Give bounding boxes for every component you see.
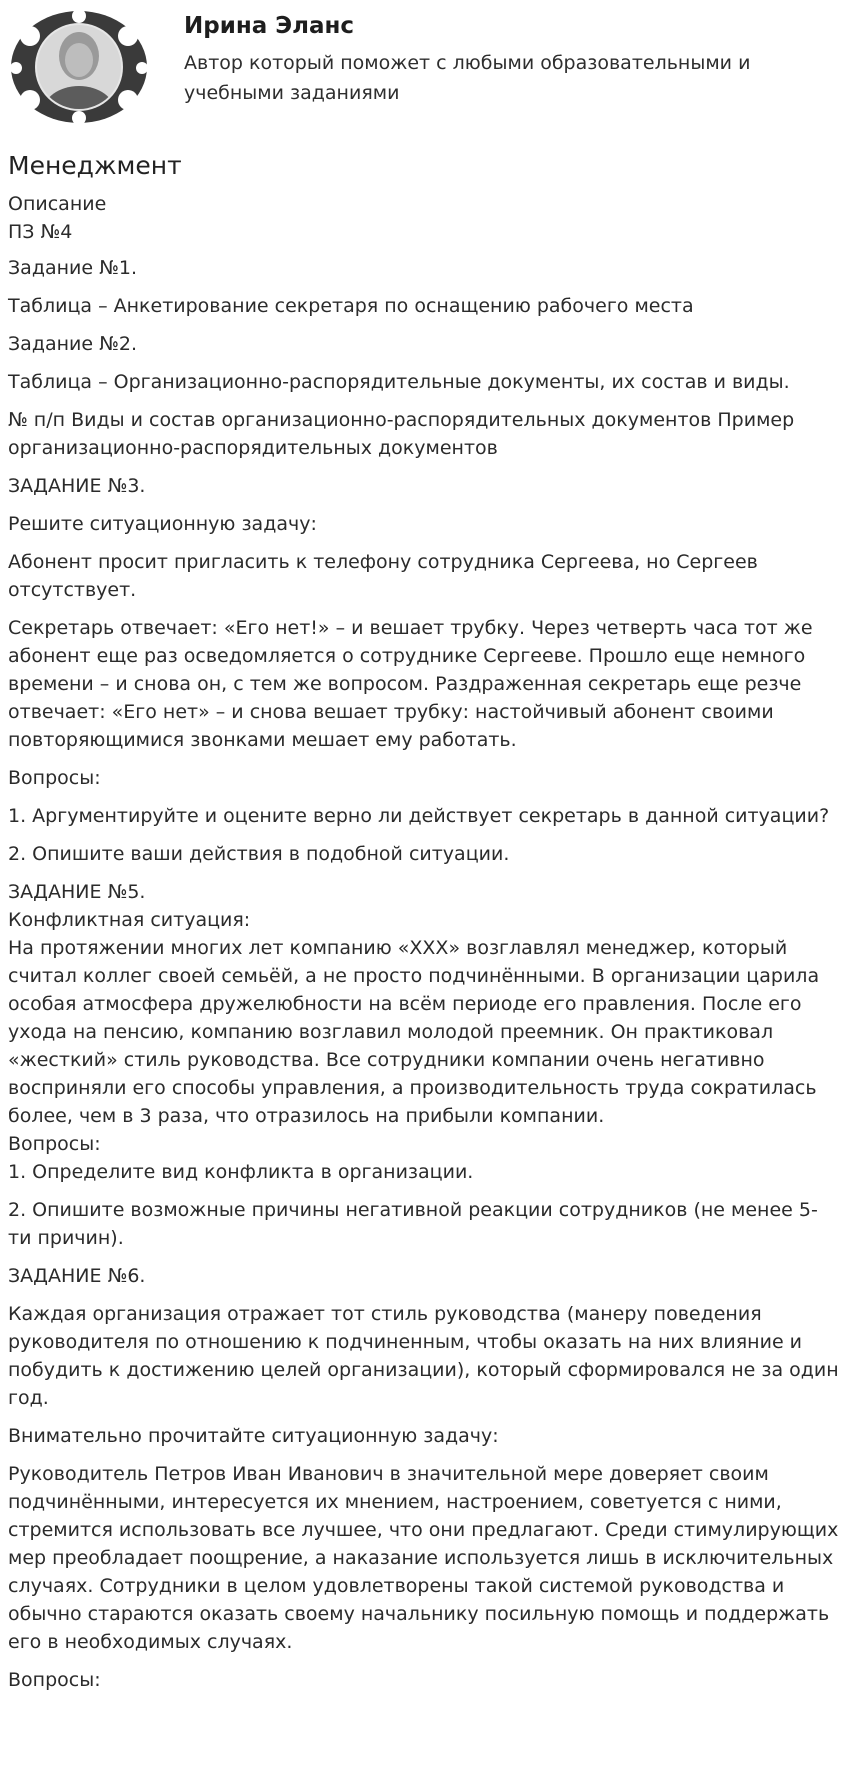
task2-title: Задание №2. [8, 333, 137, 355]
task6-paragraph-3: Руководитель Петров Иван Иванович в значительной мере доверяет своим подчинёнными, интересуется их мнением, настроением, советуется с ними, стремится использовать все лучшее, что они предлагают. Среди стимулирующих мер преобладает поощрение, а наказание используется лишь в исключительных случаях. Сотрудники в целом удовлетворены такой системой руководства и обычно стараются оказать своему начальнику посильную помощь и поддержать его в необходимых случаях. [8, 1463, 839, 1653]
task3-question-1: 1. Аргументируйте и оцените верно ли действует секретарь в данной ситуации? [8, 805, 830, 827]
task6-paragraph-1: Каждая организация отражает тот стиль руководства (манеру поведения руководителя по отношению к подчиненным, чтобы оказать на них влияние и побудить к достижению целей организации), который сформировался не за один год. [8, 1303, 839, 1409]
task2-text: Таблица – Организационно-распорядительные документы, их состав и виды. [8, 371, 790, 393]
task5-questions-label: Вопросы: [8, 1133, 101, 1155]
task3-paragraph-2: Секретарь отвечает: «Его нет!» – и вешает трубку. Через четверть часа тот же абонент еще раз осведомляется о сотруднике Сергееве. Прошло еще немного времени – и снова он, с тем же вопросом. Раздраженная секретарь еще резче отвечает: «Его нет» – и снова вешает трубку: настойчивый абонент своими повторяющимися звонками мешает ему работать. [8, 617, 813, 751]
task6-title: ЗАДАНИЕ №6. [8, 1265, 146, 1287]
task3-intro: Решите ситуационную задачу: [8, 513, 317, 535]
task1-text: Таблица – Анкетирование секретаря по оснащению рабочего места [8, 295, 694, 317]
author-description: Автор который поможет с любыми образовательными и учебными заданиями [184, 52, 751, 104]
document-content [0, 148, 847, 1694]
task3-paragraph-1: Абонент просит пригласить к телефону сотрудника Сергеева, но Сергеев отсутствует. [8, 551, 758, 601]
task2-table-header: № п/п Виды и состав организационно-распорядительных документов Пример организационно-распорядительных документов [8, 409, 795, 459]
task3-title: ЗАДАНИЕ №3. [8, 475, 146, 497]
author-header [0, 0, 847, 138]
author-avatar[interactable] [8, 8, 150, 126]
task6-questions-label: Вопросы: [8, 1669, 101, 1691]
task5-title: ЗАДАНИЕ №5. [8, 881, 146, 903]
pz-label: ПЗ №4 [8, 221, 73, 243]
task5-subtitle: Конфликтная ситуация: [8, 909, 251, 931]
task5-question-2: 2. Опишите возможные причины негативной реакции сотрудников (не менее 5-ти причин). [8, 1199, 818, 1249]
task3-questions-label: Вопросы: [8, 767, 101, 789]
author-name[interactable]: Ирина Эланс [184, 13, 355, 39]
task5-question-1: 1. Определите вид конфликта в организации. [8, 1161, 474, 1183]
task5-text: На протяжении многих лет компанию «ХХХ» возглавлял менеджер, который считал коллег своей семьёй, а не просто подчинёнными. В организации царила особая атмосфера дружелюбности на всём периоде его правления. После его ухода на пенсию, компанию возглавил молодой преемник. Он практиковал «жесткий» стиль руководства. Все сотрудники компании очень негативно восприняли его способы управления, а производительность труда сократилась более, чем в 3 раза, что отразилось на прибыли компании. [8, 937, 820, 1127]
description-label: Описание [8, 193, 107, 215]
task1-title: Задание №1. [8, 257, 137, 279]
page-title: Менеджмент [8, 151, 182, 180]
task6-paragraph-2: Внимательно прочитайте ситуационную задачу: [8, 1425, 499, 1447]
task3-question-2: 2. Опишите ваши действия в подобной ситуации. [8, 843, 510, 865]
